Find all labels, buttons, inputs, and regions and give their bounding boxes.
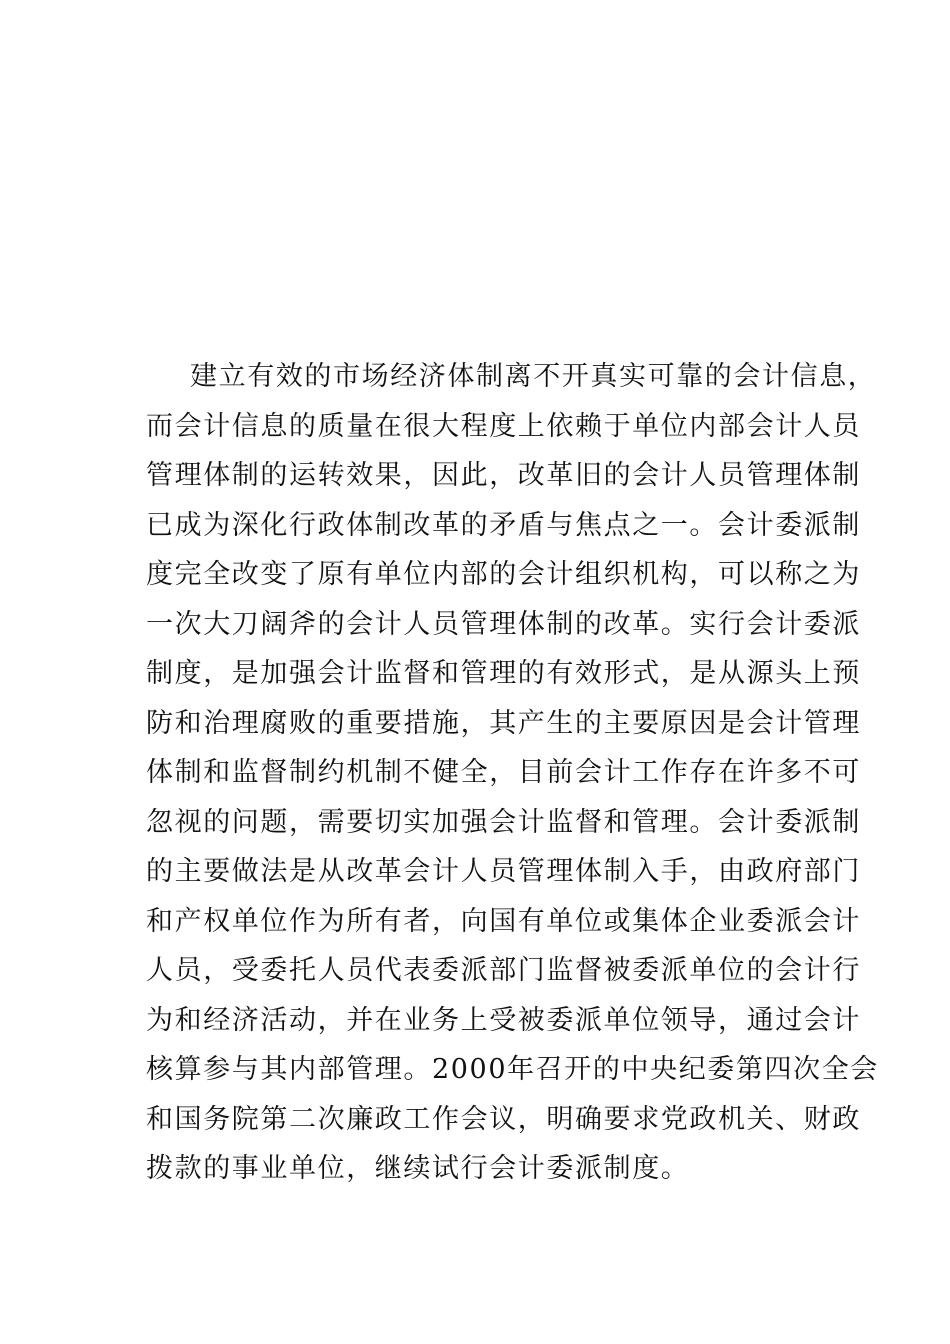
paragraph-line: 制度，是加强会计监督和管理的有效形式，是从源头上预 [146,658,861,689]
paragraph-line: 和国务院第二次廉政工作会议，明确要求党政机关、财政 [146,1103,861,1135]
body-paragraph [146,352,879,1194]
paragraph-line: 管理体制的运转效果，因此，改革旧的会计人员管理体制 [146,460,861,491]
paragraph-line: 体制和监督制约机制不健全，目前会计工作存在许多不可 [146,757,861,788]
paragraph-line: 为和经济活动，并在业务上受被委派单位领导，通过会计 [146,1004,861,1036]
paragraph-line: 人员，受委托人员代表委派部门监督被委派单位的会计行 [146,955,861,986]
paragraph-line: 已成为深化行政体制改革的矛盾与焦点之一。会计委派制 [146,509,861,541]
paragraph-line: 核算参与其内部管理。2000年召开的中央纪委第四次全会 [146,1054,879,1085]
paragraph-line: 一次大刀阔斧的会计人员管理体制的改革。实行会计委派 [146,608,861,640]
paragraph-line: 防和治理腐败的重要措施，其产生的主要原因是会计管理 [146,707,861,739]
paragraph-line: 的主要做法是从改革会计人员管理体制入手，由政府部门 [146,856,861,887]
paragraph-line: 拨款的事业单位，继续试行会计委派制度。 [146,1153,690,1184]
paragraph-line: 度完全改变了原有单位内部的会计组织机构，可以称之为 [146,559,861,590]
paragraph-line: 忽视的问题，需要切实加强会计监督和管理。会计委派制 [146,806,861,838]
paragraph-line: 建立有效的市场经济体制离不开真实可靠的会计信息， [190,361,877,392]
paragraph-line: 和产权单位作为所有者，向国有单位或集体企业委派会计 [146,905,861,937]
paragraph-line: 而会计信息的质量在很大程度上依赖于单位内部会计人员 [146,410,861,442]
